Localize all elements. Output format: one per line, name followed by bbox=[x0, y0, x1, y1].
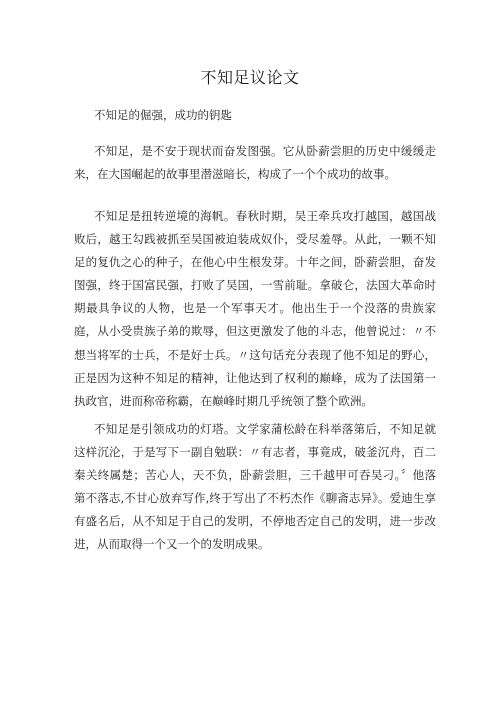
paragraph: 不知足是扭转逆境的海帆。春秋时期，吴王牵兵攻打越国，越国战败后，越王勾践被抓至吴国被迫装成奴仆，受尽羞辱。从此，一颗不知足的复仇之心的种子，在他心中生根发芽。十年之间，卧薪尝胆，奋发图强，终于国富民强，打败了吴国，一雪前耻。拿破仑，法国大革命时期最具争议的人物，也是一个军事天才。他出生于一个没落的贵族家庭，从小受贵族子弟的欺辱，但这更激发了他的斗志，他曾说过：〃不想当将军的士兵，不是好士兵。〃这句话充分表现了他不知足的野心，正是因为这种不知足的精神，让他达到了权利的巅峰，成为了法国第一执政官，进而称帝称霸，在巅峰时期几乎统领了整个欧洲。 bbox=[74, 209, 436, 408]
paragraph: 不知足是引领成功的灯塔。文学家蒲松龄在科举落第后，不知足就这样沉沦，于是写下一副自勉联：〃有志者，事竟成，破釜沉舟，百二秦关终属楚；苦心人，天不负，卧薪尝胆，三千越甲可吞吴刁。〞他落第不落志,不甘心放弃写作,终于写出了不朽杰作《聊斋志异》。爱迪生享有盛名后，从不知足于自己的发明，不停地否定自己的发明，进一步改进，从而取得一个又一个的发明成果。 bbox=[74, 422, 436, 552]
paragraph: 不知足，是不安于现状而奋发图强。它从卧薪尝胆的历史中缓缓走来，在大国崛起的故事里潜滋暗长，构成了一个个成功的故事。 bbox=[74, 144, 436, 182]
page-title: 不知足议论文 bbox=[200, 68, 300, 87]
subtitle: 不知足的倔强，成功的钥匙 bbox=[94, 108, 232, 122]
